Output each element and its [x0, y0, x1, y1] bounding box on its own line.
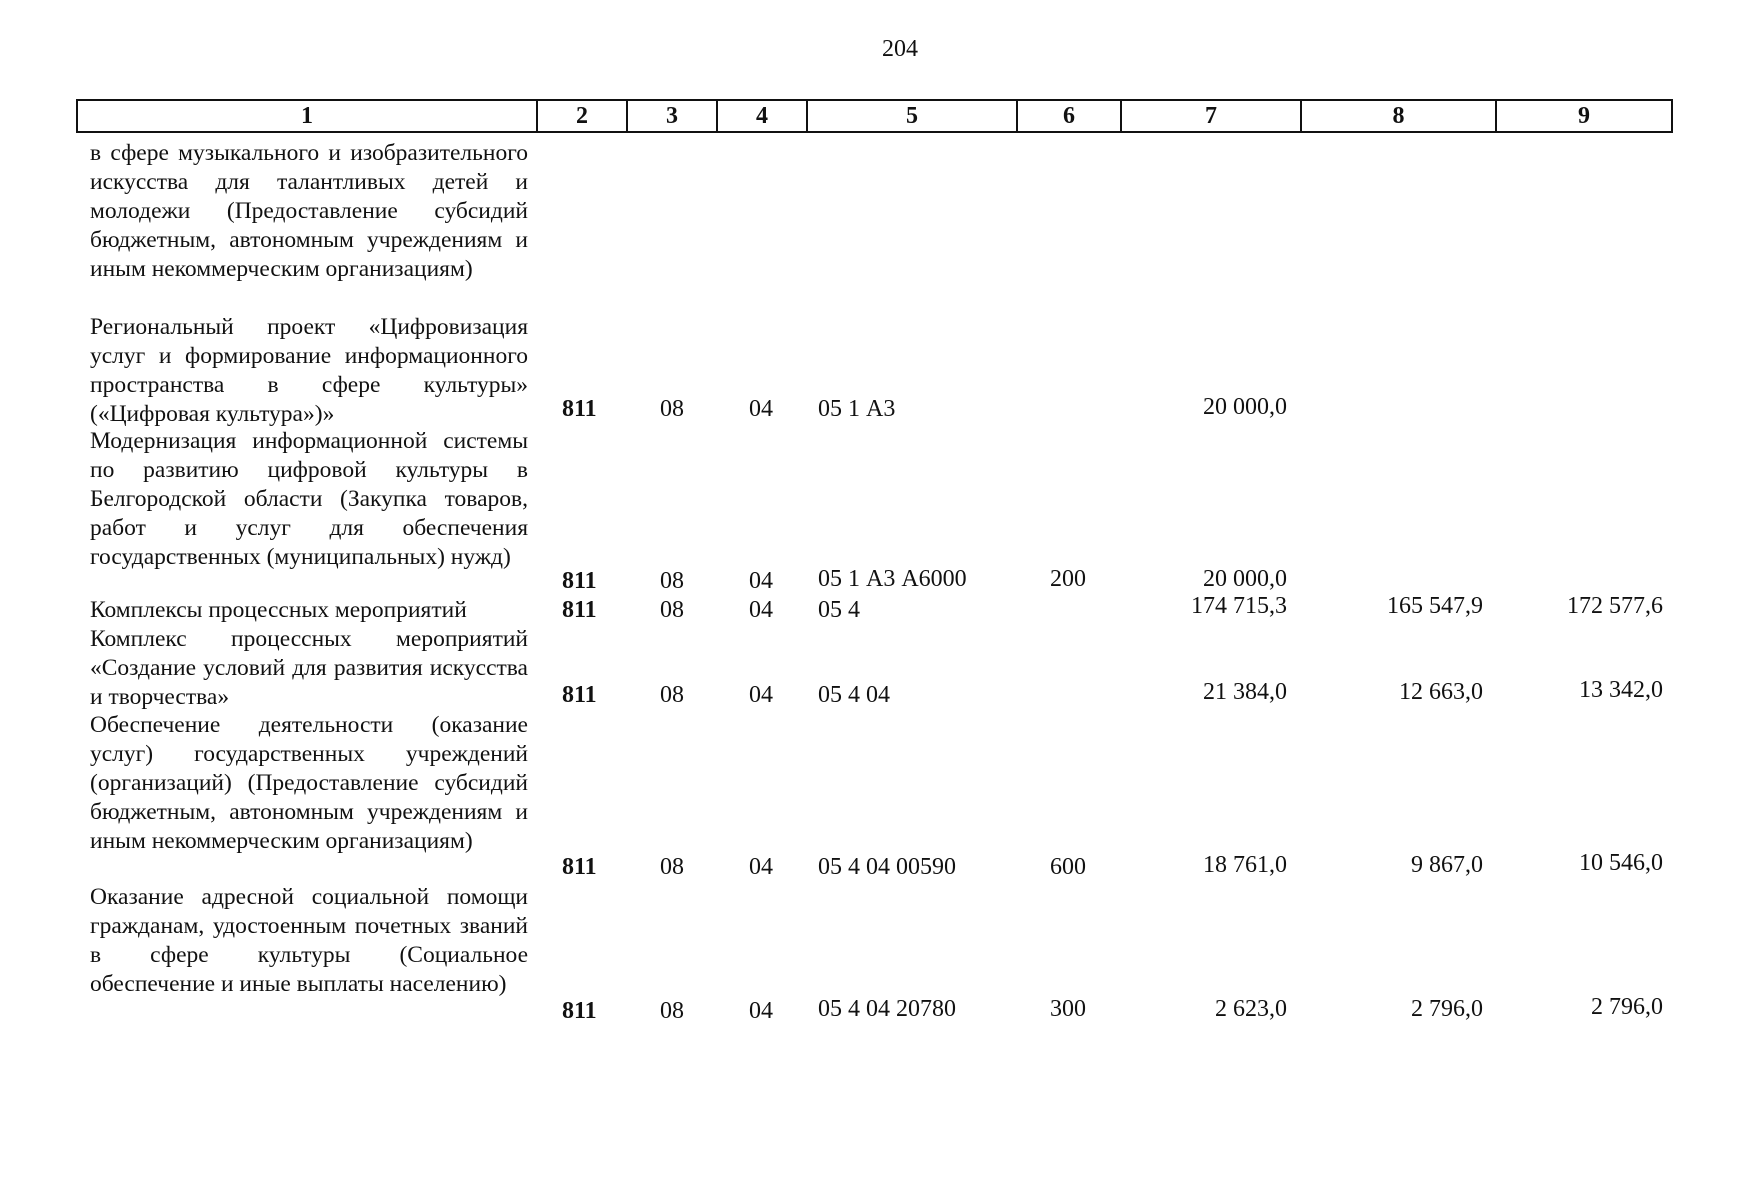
row-0-name: в сфере музыкального и изобразительного искусства для талантливых детей и молодежи (Предоставление субсидий бюджетным, автономным учреждениям и иным некоммерческим организациям): [90, 140, 528, 282]
header-col-5: 5: [807, 100, 1017, 132]
row-5-grbs: 811: [562, 854, 597, 880]
row-2-rz: 08: [660, 568, 684, 594]
header-col-9: 9: [1496, 100, 1672, 132]
row-4-rz: 08: [660, 682, 684, 708]
row-4-name: Комплекс процессных мероприятий «Создание условий для развития искусства и творчества»: [90, 626, 528, 710]
row-4-sum2: 12 663,0: [1399, 679, 1483, 705]
row-4-csr: 05 4 04: [818, 682, 890, 708]
row-6-vr: 300: [1050, 996, 1086, 1022]
row-3-csr: 05 4: [818, 597, 860, 623]
row-2-vr: 200: [1050, 566, 1086, 592]
header-col-3: 3: [627, 100, 717, 132]
row-2-name: Модернизация информационной системы по развитию цифровой культуры в Белгородской области (Закупка товаров, работ и услуг для обеспечения государственных (муниципальных) нужд): [90, 428, 528, 570]
row-3-pr: 04: [749, 597, 773, 623]
header-col-8: 8: [1301, 100, 1496, 132]
row-5-sum2: 9 867,0: [1411, 852, 1483, 878]
row-6-sum3: 2 796,0: [1591, 994, 1663, 1020]
header-col-4: 4: [717, 100, 807, 132]
row-2-grbs: 811: [562, 568, 597, 594]
row-1-sum1: 20 000,0: [1203, 394, 1287, 420]
header-col-7: 7: [1121, 100, 1301, 132]
row-3-grbs: 811: [562, 597, 597, 623]
row-5-csr: 05 4 04 00590: [818, 854, 956, 880]
row-3-sum2: 165 547,9: [1387, 593, 1483, 619]
row-6-name: Оказание адресной социальной помощи гражданам, удостоенным почетных званий в сфере культуры (Социальное обеспечение и иные выплаты населению): [90, 884, 528, 997]
row-1-name: Региональный проект «Цифровизация услуг и формирование информационного пространства в сфере культуры» («Цифровая культура»)»: [90, 314, 528, 427]
header-col-6: 6: [1017, 100, 1121, 132]
row-6-rz: 08: [660, 998, 684, 1024]
row-2-pr: 04: [749, 568, 773, 594]
row-5-name: Обеспечение деятельности (оказание услуг) государственных учреждений (организаций) (Предоставление субсидий бюджетным, автономным учреждениям и иным некоммерческим организациям): [90, 712, 528, 854]
row-5-sum3: 10 546,0: [1579, 850, 1663, 876]
row-6-grbs: 811: [562, 998, 597, 1024]
row-3-rz: 08: [660, 597, 684, 623]
row-1-csr: 05 1 А3: [818, 396, 896, 422]
row-3-sum1: 174 715,3: [1191, 593, 1287, 619]
row-5-sum1: 18 761,0: [1203, 852, 1287, 878]
row-1-rz: 08: [660, 396, 684, 422]
row-4-sum1: 21 384,0: [1203, 679, 1287, 705]
page-number: 204: [882, 36, 918, 62]
row-2-sum1: 20 000,0: [1203, 566, 1287, 592]
row-6-csr: 05 4 04 20780: [818, 996, 956, 1022]
row-6-sum2: 2 796,0: [1411, 996, 1483, 1022]
header-col-1: 1: [77, 100, 537, 132]
row-2-csr: 05 1 А3 А6000: [818, 566, 967, 592]
row-1-grbs: 811: [562, 396, 597, 422]
row-5-rz: 08: [660, 854, 684, 880]
header-col-2: 2: [537, 100, 627, 132]
row-4-pr: 04: [749, 682, 773, 708]
row-3-sum3: 172 577,6: [1567, 593, 1663, 619]
row-4-sum3: 13 342,0: [1579, 677, 1663, 703]
row-6-sum1: 2 623,0: [1215, 996, 1287, 1022]
row-6-pr: 04: [749, 998, 773, 1024]
row-3-name: Комплексы процессных мероприятий: [90, 597, 467, 623]
row-5-vr: 600: [1050, 854, 1086, 880]
row-5-pr: 04: [749, 854, 773, 880]
row-1-pr: 04: [749, 396, 773, 422]
row-4-grbs: 811: [562, 682, 597, 708]
